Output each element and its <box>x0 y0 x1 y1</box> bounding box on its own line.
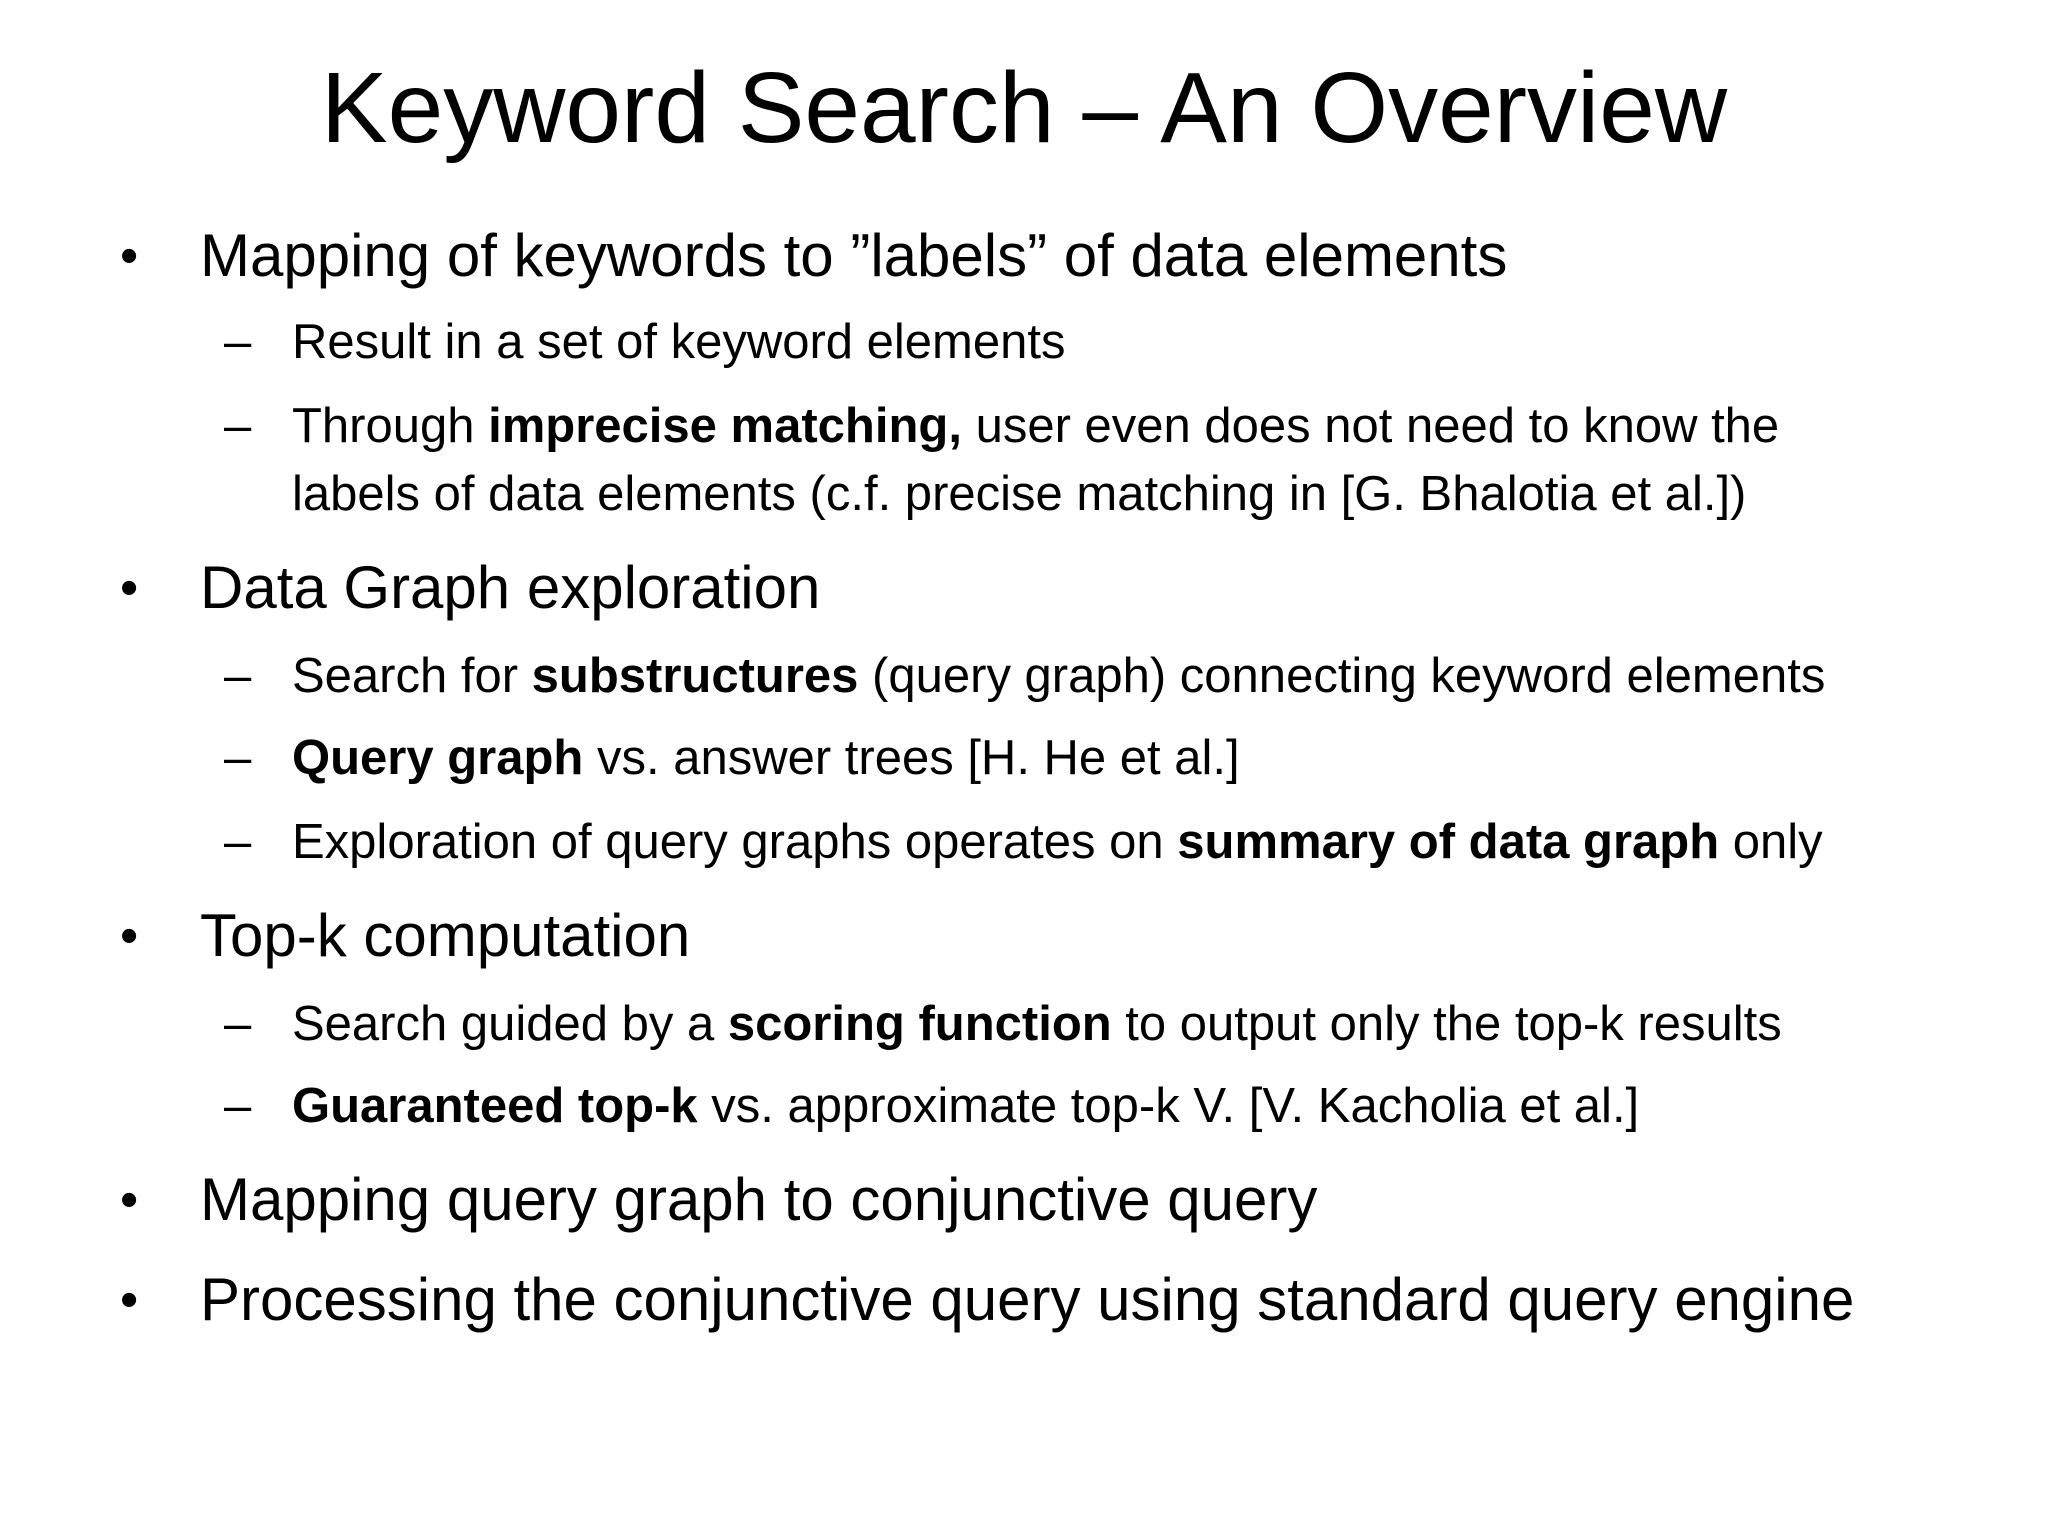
bullet-dot-icon: • <box>120 227 139 285</box>
sub-bullet-bold-text: summary of data graph <box>1177 815 1720 869</box>
sub-bullet-bold-text: scoring function <box>727 997 1112 1051</box>
bullet-dot-icon: • <box>120 1171 139 1229</box>
bullet-text: Mapping query graph to conjunctive query <box>200 1166 1318 1233</box>
sub-bullet-text: only <box>1719 815 1823 869</box>
bullet-item <box>120 900 691 972</box>
bullet-text: Top-k computation <box>200 902 691 969</box>
sub-bullet-dash-icon: – <box>224 815 252 869</box>
sub-bullet-item <box>224 724 1240 792</box>
sub-bullet-continuation <box>292 460 1746 528</box>
bullet-text: Processing the conjunctive query using standard query engine <box>200 1266 1855 1333</box>
sub-bullet-dash-icon: – <box>224 315 252 369</box>
sub-bullet-text: to output only the top-k results <box>1111 997 1782 1051</box>
bullet-dot-icon: • <box>120 907 139 965</box>
bullet-item <box>120 1264 1855 1336</box>
sub-bullet-text: Through <box>292 399 489 453</box>
sub-bullet-text: Exploration of query graphs operates on <box>292 815 1178 869</box>
sub-bullet-text: Result in a set of keyword elements <box>292 315 1066 369</box>
sub-bullet-bold-text: imprecise matching, <box>488 399 962 453</box>
bullet-item <box>120 1164 1318 1236</box>
sub-bullet-dash-icon: – <box>224 731 252 785</box>
sub-bullet-text: Search for <box>292 649 532 703</box>
sub-bullet-text: (query graph) connecting keyword elements <box>858 649 1826 703</box>
bullet-item <box>120 220 1508 292</box>
sub-bullet-text: Search guided by a <box>292 997 728 1051</box>
sub-bullet-item <box>224 642 1826 710</box>
sub-bullet-item <box>224 308 1066 376</box>
bullet-text: Data Graph exploration <box>200 554 821 621</box>
sub-bullet-text: user even does not need to know the <box>961 399 1780 453</box>
sub-bullet-bold-text: Guaranteed top-k <box>292 1079 698 1133</box>
sub-bullet-dash-icon: – <box>224 1079 252 1133</box>
sub-bullet-bold-text: substructures <box>531 649 859 703</box>
sub-bullet-dash-icon: – <box>224 997 252 1051</box>
sub-bullet-item <box>224 808 1823 876</box>
slide-title: Keyword Search – An Overview <box>320 52 1728 164</box>
sub-bullet-item <box>224 392 1780 460</box>
sub-bullet-item <box>224 990 1782 1058</box>
bullet-item <box>120 552 821 624</box>
sub-bullet-item <box>224 1072 1640 1140</box>
sub-bullet-text: labels of data elements (c.f. precise matching in [G. Bhalotia et al.]) <box>292 467 1747 521</box>
sub-bullet-text: vs. answer trees [H. He et al.] <box>583 731 1240 785</box>
sub-bullet-dash-icon: – <box>224 649 252 703</box>
sub-bullet-bold-text: Query graph <box>292 731 584 785</box>
bullet-dot-icon: • <box>120 559 139 617</box>
bullet-dot-icon: • <box>120 1271 139 1329</box>
sub-bullet-dash-icon: – <box>224 399 252 453</box>
sub-bullet-text: vs. approximate top-k V. [V. Kacholia et al.] <box>697 1079 1640 1133</box>
bullet-text: Mapping of keywords to ”labels” of data elements <box>200 222 1508 289</box>
